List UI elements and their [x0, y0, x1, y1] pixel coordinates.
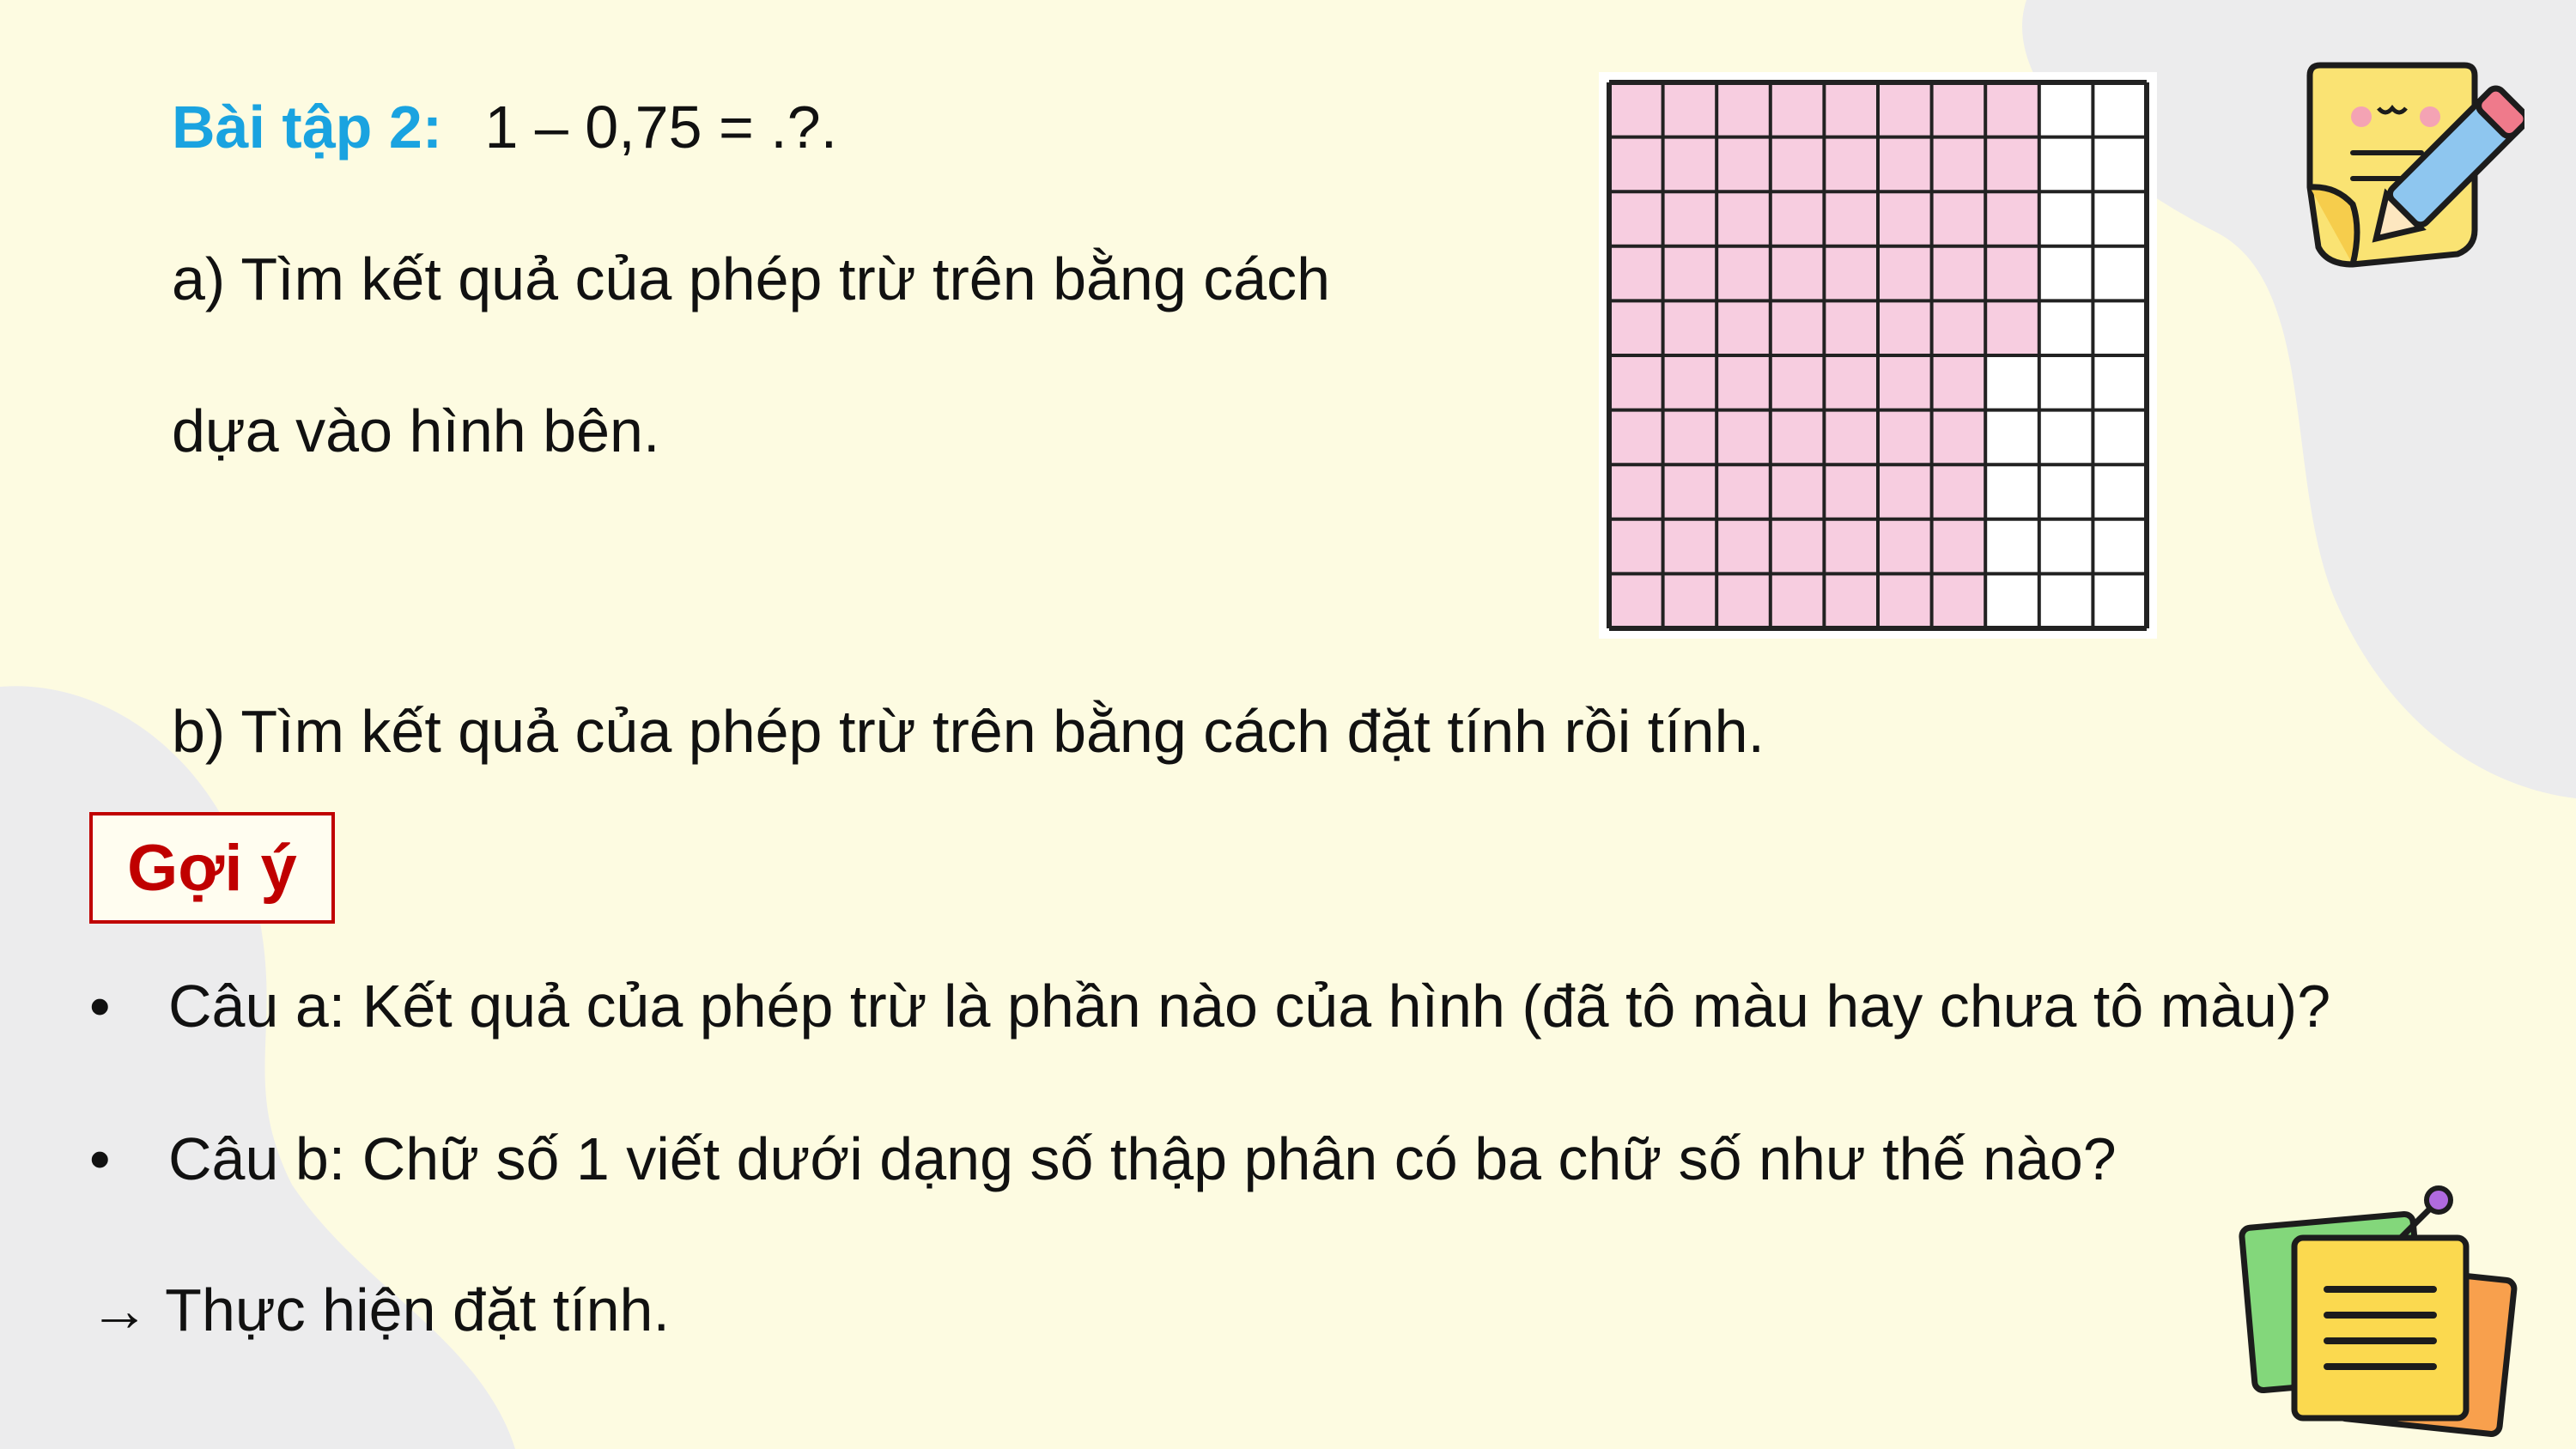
grid-cell-shaded [1878, 300, 1932, 355]
grid-cell-unshaded [2039, 464, 2093, 519]
grid-cell-shaded [1878, 191, 1932, 246]
grid-cell-unshaded [2093, 191, 2147, 246]
grid-cell-shaded [1878, 246, 1932, 301]
grid-cell-shaded [1824, 410, 1878, 465]
exercise-expression: 1 – 0,75 = .?. [484, 94, 838, 161]
grid-cell-shaded [1663, 300, 1717, 355]
grid-cell-unshaded [1985, 464, 2039, 519]
grid-cell-shaded [1932, 355, 1986, 410]
grid-cell-unshaded [2039, 300, 2093, 355]
grid-cell-shaded [1663, 191, 1717, 246]
grid-cell-shaded [1771, 355, 1825, 410]
grid-cell-shaded [1824, 191, 1878, 246]
grid-cell-shaded [1716, 573, 1771, 628]
grid-cell-shaded [1878, 573, 1932, 628]
grid-cell-shaded [1985, 137, 2039, 192]
grid-cell-shaded [1878, 464, 1932, 519]
grid-cell-shaded [1932, 82, 1986, 137]
grid-cell-unshaded [2039, 191, 2093, 246]
grid-cell-shaded [1932, 191, 1986, 246]
grid-cell-unshaded [1985, 519, 2039, 574]
grid-cell-shaded [1932, 410, 1986, 465]
part-a-line1: a) Tìm kết quả của phép trừ trên bằng cách [172, 246, 1331, 312]
grid-cell-shaded [1771, 464, 1825, 519]
grid-cell-unshaded [2039, 82, 2093, 137]
grid-cell-unshaded [2039, 573, 2093, 628]
grid-cell-unshaded [2093, 82, 2147, 137]
grid-cell-unshaded [2039, 355, 2093, 410]
grid-cell-shaded [1663, 246, 1717, 301]
grid-cell-unshaded [1985, 355, 2039, 410]
grid-cell-unshaded [2093, 410, 2147, 465]
grid-cell-shaded [1663, 573, 1717, 628]
grid-cell-shaded [1609, 355, 1663, 410]
grid-cell-shaded [1985, 246, 2039, 301]
grid-cell-shaded [1932, 137, 1986, 192]
grid-cell-shaded [1609, 410, 1663, 465]
bullet-marker: • [89, 1125, 111, 1192]
grid-cell-shaded [1716, 137, 1771, 192]
grid-cell-shaded [1878, 355, 1932, 410]
exercise-heading [172, 93, 837, 161]
grid-cell-shaded [1663, 82, 1717, 137]
grid-cell-shaded [1824, 464, 1878, 519]
grid-cell-shaded [1824, 137, 1878, 192]
grid-cell-shaded [1878, 137, 1932, 192]
grid-cell-shaded [1824, 300, 1878, 355]
grid-cell-shaded [1932, 573, 1986, 628]
grid-cell-unshaded [2039, 519, 2093, 574]
grid-cell-shaded [1878, 410, 1932, 465]
grid-cell-shaded [1716, 82, 1771, 137]
grid-cell-shaded [1771, 191, 1825, 246]
grid-cell-unshaded [2093, 137, 2147, 192]
hint-item-b: Câu b: Chữ số 1 viết dưới dạng số thập phân có ba chữ số như thế nào? [168, 1125, 2117, 1192]
hint-box [89, 812, 335, 924]
grid-cell-shaded [1985, 191, 2039, 246]
exercise-label: Bài tập 2: [172, 94, 443, 161]
grid-cell-unshaded [1985, 573, 2039, 628]
grid-cell-shaded [1609, 191, 1663, 246]
grid-cell-shaded [1932, 519, 1986, 574]
sticky-note-pencil-icon [2293, 58, 2524, 273]
grid-cell-unshaded [1985, 410, 2039, 465]
grid-cell-shaded [1609, 82, 1663, 137]
grid-cell-shaded [1932, 246, 1986, 301]
grid-cell-shaded [1609, 300, 1663, 355]
grid-cell-shaded [1663, 464, 1717, 519]
grid-cell-shaded [1663, 410, 1717, 465]
grid-cell-unshaded [2039, 410, 2093, 465]
grid-cell-shaded [1609, 573, 1663, 628]
grid-cell-shaded [1663, 137, 1717, 192]
pinned-notes-icon [2233, 1178, 2524, 1444]
grid-cell-shaded [1932, 464, 1986, 519]
part-b: b) Tìm kết quả của phép trừ trên bằng cách đặt tính rồi tính. [172, 698, 1765, 765]
grid-cell-shaded [1716, 519, 1771, 574]
grid-cell-shaded [1663, 355, 1717, 410]
grid-cell-shaded [1771, 519, 1825, 574]
hint-item-a: Câu a: Kết quả của phép trừ là phần nào của hình (đã tô màu hay chưa tô màu)? [168, 973, 2331, 1040]
grid-cell-shaded [1716, 246, 1771, 301]
grid-cell-shaded [1932, 300, 1986, 355]
grid-cell-shaded [1716, 300, 1771, 355]
decimal-grid-figure [1599, 72, 2157, 639]
grid-cell-shaded [1878, 82, 1932, 137]
grid-cell-shaded [1609, 137, 1663, 192]
grid-cell-shaded [1985, 82, 2039, 137]
grid-cell-shaded [1824, 355, 1878, 410]
grid-cell-shaded [1824, 82, 1878, 137]
grid-cell-unshaded [2039, 246, 2093, 301]
hint-conclusion: → Thực hiện đặt tính. [89, 1276, 670, 1343]
grid-cell-unshaded [2093, 573, 2147, 628]
grid-cell-shaded [1771, 300, 1825, 355]
grid-cell-shaded [1771, 410, 1825, 465]
grid-cell-shaded [1771, 137, 1825, 192]
grid-cell-unshaded [2093, 355, 2147, 410]
grid-cell-shaded [1609, 519, 1663, 574]
grid-cell-unshaded [2093, 519, 2147, 574]
grid-cell-shaded [1716, 191, 1771, 246]
part-a-line2: dựa vào hình bên. [172, 397, 660, 464]
bullet-marker: • [89, 973, 111, 1040]
grid-cell-shaded [1771, 573, 1825, 628]
grid-cell-shaded [1716, 355, 1771, 410]
grid-cell-unshaded [2039, 137, 2093, 192]
grid-cell-unshaded [2093, 246, 2147, 301]
grid-cell-shaded [1771, 82, 1825, 137]
grid-cell-shaded [1716, 410, 1771, 465]
hint-title: Gợi ý [127, 831, 297, 905]
grid-cell-shaded [1985, 300, 2039, 355]
grid-cell-shaded [1771, 246, 1825, 301]
grid-cell-shaded [1609, 464, 1663, 519]
grid-cell-shaded [1878, 519, 1932, 574]
grid-cell-unshaded [2093, 464, 2147, 519]
grid-cell-shaded [1824, 519, 1878, 574]
grid-cell-shaded [1824, 246, 1878, 301]
grid-cell-unshaded [2093, 300, 2147, 355]
grid-cell-shaded [1716, 464, 1771, 519]
grid-cell-shaded [1663, 519, 1717, 574]
grid-cell-shaded [1824, 573, 1878, 628]
grid-cell-shaded [1609, 246, 1663, 301]
